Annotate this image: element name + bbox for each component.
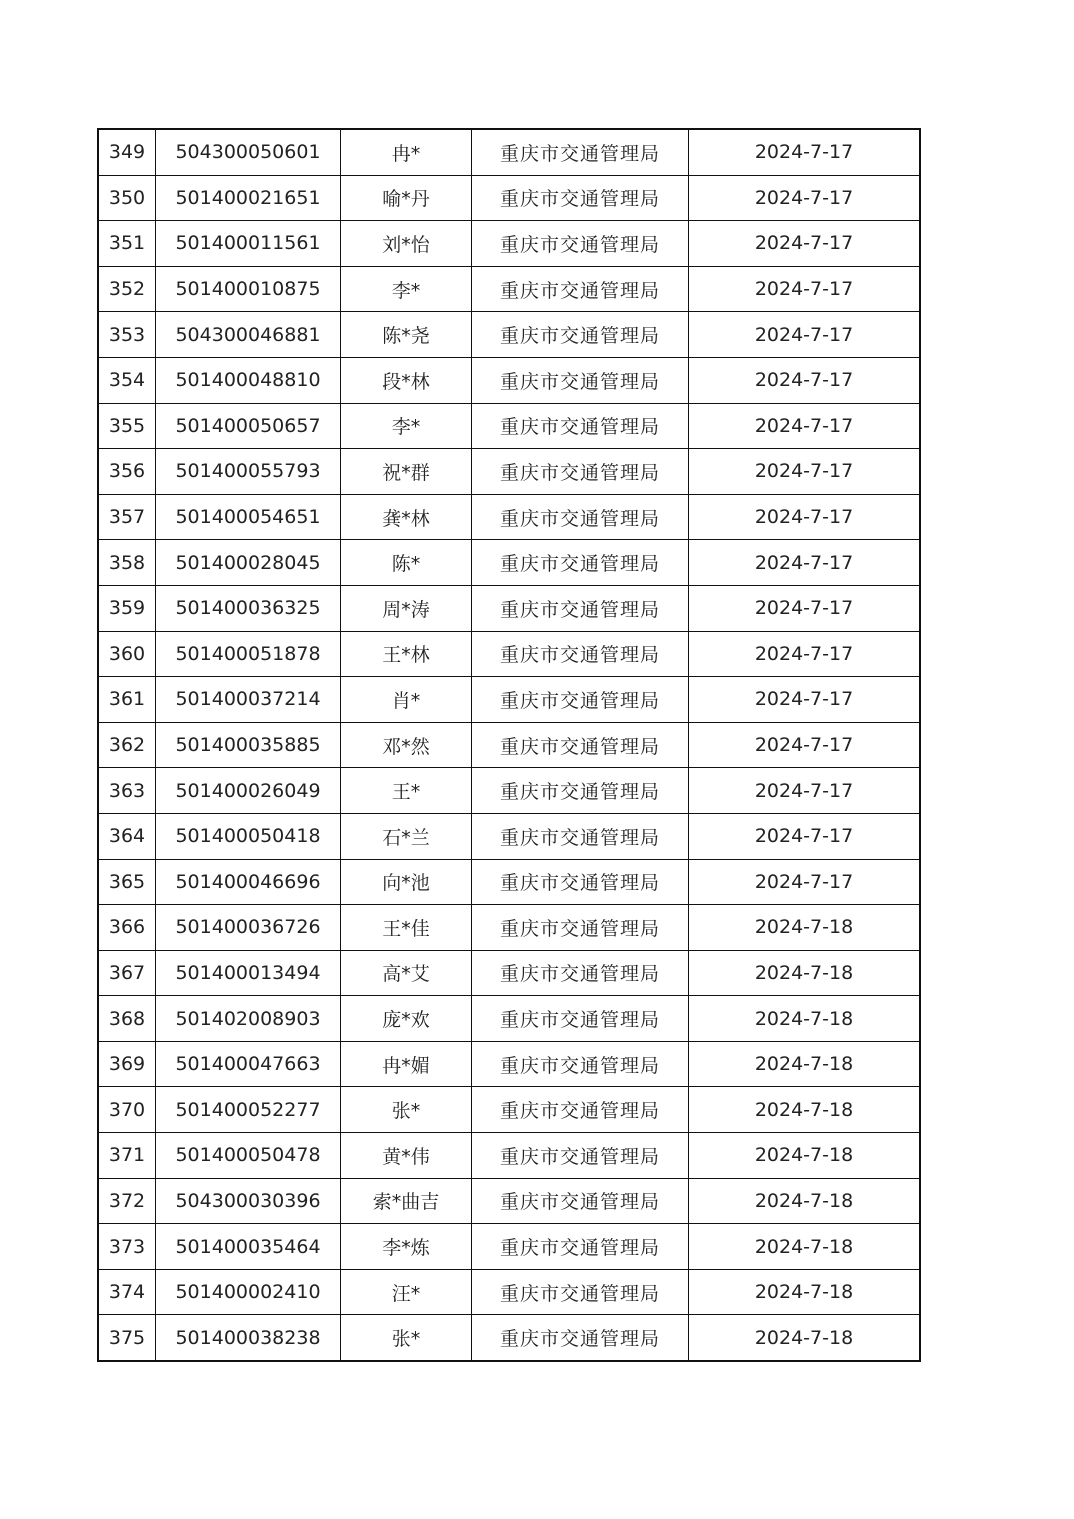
table-row (98, 221, 920, 267)
table-row (98, 357, 920, 403)
date-cell: 2024-7-18 (689, 1178, 921, 1224)
date-cell: 2024-7-18 (689, 1224, 921, 1270)
date-cell: 2024-7-17 (689, 859, 921, 905)
record-table (97, 128, 921, 1362)
table-row (98, 266, 920, 312)
person-name-cell: 王* (341, 768, 472, 814)
date-cell: 2024-7-17 (689, 175, 921, 221)
person-name-cell: 张* (341, 1315, 472, 1361)
organization-cell: 重庆市交通管理局 (472, 768, 689, 814)
person-name-cell: 王*佳 (341, 905, 472, 951)
table-row (98, 540, 920, 586)
table-row (98, 950, 920, 996)
organization-cell: 重庆市交通管理局 (472, 813, 689, 859)
id-number-cell: 501400046696 (156, 859, 341, 905)
date-cell: 2024-7-17 (689, 813, 921, 859)
table-row (98, 677, 920, 723)
row-number-cell: 372 (98, 1178, 156, 1224)
id-number-cell: 501400011561 (156, 221, 341, 267)
person-name-cell: 邓*然 (341, 722, 472, 768)
table-row (98, 1269, 920, 1315)
organization-cell: 重庆市交通管理局 (472, 1224, 689, 1270)
date-cell: 2024-7-17 (689, 677, 921, 723)
id-number-cell: 501400037214 (156, 677, 341, 723)
row-number-cell: 357 (98, 494, 156, 540)
date-cell: 2024-7-17 (689, 312, 921, 358)
table-row (98, 129, 920, 175)
id-number-cell: 501400036325 (156, 585, 341, 631)
organization-cell: 重庆市交通管理局 (472, 175, 689, 221)
date-cell: 2024-7-17 (689, 221, 921, 267)
record-table-body (98, 129, 920, 1361)
person-name-cell: 汪* (341, 1269, 472, 1315)
table-row (98, 312, 920, 358)
organization-cell: 重庆市交通管理局 (472, 357, 689, 403)
row-number-cell: 366 (98, 905, 156, 951)
date-cell: 2024-7-17 (689, 129, 921, 175)
table-row (98, 1133, 920, 1179)
row-number-cell: 363 (98, 768, 156, 814)
person-name-cell: 高*艾 (341, 950, 472, 996)
person-name-cell: 李*炼 (341, 1224, 472, 1270)
id-number-cell: 501400050478 (156, 1133, 341, 1179)
person-name-cell: 周*涛 (341, 585, 472, 631)
organization-cell: 重庆市交通管理局 (472, 1133, 689, 1179)
organization-cell: 重庆市交通管理局 (472, 1269, 689, 1315)
organization-cell: 重庆市交通管理局 (472, 1087, 689, 1133)
table-row (98, 1315, 920, 1361)
person-name-cell: 冉* (341, 129, 472, 175)
date-cell: 2024-7-18 (689, 950, 921, 996)
organization-cell: 重庆市交通管理局 (472, 905, 689, 951)
table-row (98, 1178, 920, 1224)
table-row (98, 996, 920, 1042)
date-cell: 2024-7-18 (689, 1087, 921, 1133)
date-cell: 2024-7-17 (689, 266, 921, 312)
person-name-cell: 黄*伟 (341, 1133, 472, 1179)
id-number-cell: 501400013494 (156, 950, 341, 996)
date-cell: 2024-7-18 (689, 905, 921, 951)
table-row (98, 585, 920, 631)
organization-cell: 重庆市交通管理局 (472, 722, 689, 768)
organization-cell: 重庆市交通管理局 (472, 129, 689, 175)
row-number-cell: 358 (98, 540, 156, 586)
id-number-cell: 501400036726 (156, 905, 341, 951)
id-number-cell: 501400055793 (156, 449, 341, 495)
id-number-cell: 504300030396 (156, 1178, 341, 1224)
row-number-cell: 355 (98, 403, 156, 449)
row-number-cell: 371 (98, 1133, 156, 1179)
date-cell: 2024-7-18 (689, 996, 921, 1042)
date-cell: 2024-7-17 (689, 540, 921, 586)
row-number-cell: 364 (98, 813, 156, 859)
person-name-cell: 张* (341, 1087, 472, 1133)
organization-cell: 重庆市交通管理局 (472, 1178, 689, 1224)
id-number-cell: 501400035464 (156, 1224, 341, 1270)
table-row (98, 403, 920, 449)
organization-cell: 重庆市交通管理局 (472, 540, 689, 586)
table-row (98, 494, 920, 540)
date-cell: 2024-7-17 (689, 494, 921, 540)
date-cell: 2024-7-17 (689, 449, 921, 495)
row-number-cell: 349 (98, 129, 156, 175)
id-number-cell: 501400048810 (156, 357, 341, 403)
row-number-cell: 354 (98, 357, 156, 403)
person-name-cell: 李* (341, 266, 472, 312)
date-cell: 2024-7-17 (689, 768, 921, 814)
table-row (98, 449, 920, 495)
person-name-cell: 李* (341, 403, 472, 449)
organization-cell: 重庆市交通管理局 (472, 221, 689, 267)
row-number-cell: 375 (98, 1315, 156, 1361)
organization-cell: 重庆市交通管理局 (472, 677, 689, 723)
organization-cell: 重庆市交通管理局 (472, 266, 689, 312)
table-row (98, 1087, 920, 1133)
organization-cell: 重庆市交通管理局 (472, 312, 689, 358)
table-row (98, 905, 920, 951)
person-name-cell: 索*曲吉 (341, 1178, 472, 1224)
row-number-cell: 351 (98, 221, 156, 267)
row-number-cell: 356 (98, 449, 156, 495)
id-number-cell: 504300050601 (156, 129, 341, 175)
person-name-cell: 陈*尧 (341, 312, 472, 358)
person-name-cell: 刘*怡 (341, 221, 472, 267)
table-row (98, 722, 920, 768)
table-row (98, 631, 920, 677)
organization-cell: 重庆市交通管理局 (472, 950, 689, 996)
row-number-cell: 367 (98, 950, 156, 996)
organization-cell: 重庆市交通管理局 (472, 859, 689, 905)
organization-cell: 重庆市交通管理局 (472, 1315, 689, 1361)
id-number-cell: 501400050657 (156, 403, 341, 449)
organization-cell: 重庆市交通管理局 (472, 631, 689, 677)
person-name-cell: 段*林 (341, 357, 472, 403)
row-number-cell: 359 (98, 585, 156, 631)
person-name-cell: 喻*丹 (341, 175, 472, 221)
organization-cell: 重庆市交通管理局 (472, 494, 689, 540)
person-name-cell: 庞*欢 (341, 996, 472, 1042)
id-number-cell: 501400047663 (156, 1041, 341, 1087)
organization-cell: 重庆市交通管理局 (472, 449, 689, 495)
person-name-cell: 向*池 (341, 859, 472, 905)
person-name-cell: 陈* (341, 540, 472, 586)
organization-cell: 重庆市交通管理局 (472, 585, 689, 631)
row-number-cell: 369 (98, 1041, 156, 1087)
id-number-cell: 501400010875 (156, 266, 341, 312)
organization-cell: 重庆市交通管理局 (472, 996, 689, 1042)
person-name-cell: 祝*群 (341, 449, 472, 495)
row-number-cell: 368 (98, 996, 156, 1042)
id-number-cell: 501400028045 (156, 540, 341, 586)
date-cell: 2024-7-17 (689, 722, 921, 768)
person-name-cell: 龚*林 (341, 494, 472, 540)
date-cell: 2024-7-18 (689, 1315, 921, 1361)
table-row (98, 768, 920, 814)
row-number-cell: 373 (98, 1224, 156, 1270)
person-name-cell: 石*兰 (341, 813, 472, 859)
id-number-cell: 504300046881 (156, 312, 341, 358)
organization-cell: 重庆市交通管理局 (472, 403, 689, 449)
id-number-cell: 501400035885 (156, 722, 341, 768)
person-name-cell: 王*林 (341, 631, 472, 677)
date-cell: 2024-7-17 (689, 631, 921, 677)
table-row (98, 1041, 920, 1087)
table-row (98, 175, 920, 221)
row-number-cell: 374 (98, 1269, 156, 1315)
id-number-cell: 501400021651 (156, 175, 341, 221)
row-number-cell: 361 (98, 677, 156, 723)
organization-cell: 重庆市交通管理局 (472, 1041, 689, 1087)
id-number-cell: 501400026049 (156, 768, 341, 814)
id-number-cell: 501402008903 (156, 996, 341, 1042)
date-cell: 2024-7-17 (689, 357, 921, 403)
row-number-cell: 365 (98, 859, 156, 905)
date-cell: 2024-7-17 (689, 403, 921, 449)
date-cell: 2024-7-17 (689, 585, 921, 631)
row-number-cell: 360 (98, 631, 156, 677)
id-number-cell: 501400038238 (156, 1315, 341, 1361)
id-number-cell: 501400002410 (156, 1269, 341, 1315)
table-row (98, 1224, 920, 1270)
date-cell: 2024-7-18 (689, 1041, 921, 1087)
row-number-cell: 352 (98, 266, 156, 312)
row-number-cell: 362 (98, 722, 156, 768)
date-cell: 2024-7-18 (689, 1269, 921, 1315)
id-number-cell: 501400050418 (156, 813, 341, 859)
table-row (98, 813, 920, 859)
id-number-cell: 501400054651 (156, 494, 341, 540)
row-number-cell: 350 (98, 175, 156, 221)
row-number-cell: 370 (98, 1087, 156, 1133)
id-number-cell: 501400052277 (156, 1087, 341, 1133)
person-name-cell: 肖* (341, 677, 472, 723)
row-number-cell: 353 (98, 312, 156, 358)
person-name-cell: 冉*媚 (341, 1041, 472, 1087)
date-cell: 2024-7-18 (689, 1133, 921, 1179)
table-row (98, 859, 920, 905)
id-number-cell: 501400051878 (156, 631, 341, 677)
